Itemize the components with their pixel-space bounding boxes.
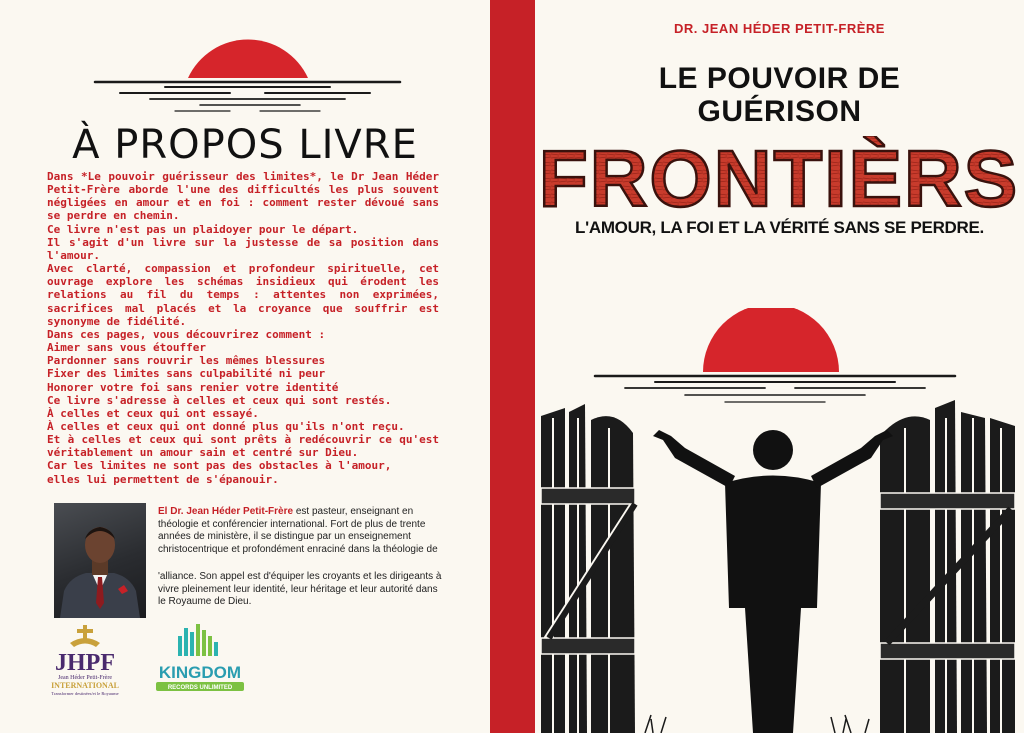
author-photo <box>54 503 146 618</box>
blurb-line: Dans ces pages, vous découvrirez comment : <box>47 327 326 341</box>
gate-illustration <box>535 308 1024 733</box>
blurb-line: Il s'agit d'un livre sur la justesse de sa position dans l'amour. <box>47 235 439 262</box>
cover-author: DR. JEAN HÉDER PETIT-FRÈRE <box>674 21 885 36</box>
about-heading: À PROPOS LIVRE <box>72 122 418 168</box>
kingdom-logo-sub: RECORDS UNLIMITED <box>167 685 233 691</box>
blurb-line: Honorer votre foi sans renier votre identité <box>47 380 339 394</box>
cover-title-big <box>535 136 1024 216</box>
jhpf-logo-sub: INTERNATIONAL <box>51 681 119 690</box>
blurb-line: elles lui permettent de s'épanouir. <box>47 472 279 486</box>
blurb-line: Avec clarté, compassion et profondeur spirituelle, cet ouvrage explore les schémas insidieux qui érodent les relations au fil du temps : attentes non exprimées, sacrifices mal placés et la croyance que souffrir est synonyme de fidélité. <box>47 262 439 328</box>
author-bio-name: El Dr. Jean Héder Petit-Frère <box>158 506 294 517</box>
author-bio <box>158 506 448 556</box>
blurb-line: Dans *Le pouvoir guérisseur des limites*, le Dr Jean Héder Petit-Frère aborde l'une des difficultés les plus souvent négligées en amour et en foi : comment rester dévoué sans se perdre en chemin. <box>47 170 439 223</box>
author-bio-continued: 'alliance. Son appel est d'équiper les croyants et les dirigeants à vivre pleinement leur identité, leur héritage et leur autorité dans le Royaume de Dieu. <box>158 571 442 607</box>
blurb-line: Ce livre n'est pas un plaidoyer pour le départ. <box>47 222 359 236</box>
blurb-line: Fixer des limites sans culpabilité ni peur <box>47 367 326 381</box>
blurb-line: Et à celles et ceux qui sont prêts à redécouvrir ce qu'est véritablement un amour sain et centré sur Dieu. <box>47 433 439 460</box>
kingdom-logo-word: KINGDOM <box>158 663 242 682</box>
jhpf-logo-letters: JHPF <box>55 650 115 676</box>
blurb-line: Aimer sans vous étouffer <box>47 341 206 355</box>
blurb-line: Ce livre s'adresse à celles et ceux qui sont restés. <box>47 393 392 407</box>
blurb-line: Pardonner sans rouvrir les mêmes blessures <box>47 354 326 368</box>
sunset-illustration-back <box>0 0 490 125</box>
jhpf-logo <box>30 625 140 705</box>
blurb-line: Car les limites ne sont pas des obstacles à l'amour, <box>47 459 392 473</box>
author-bio-text: est pasteur, enseignant en théologie et conférencier international. Fort de plus de trente années de ministère, il se distingue par un enseignement christocentrique et profondément enraciné dans la théologie de <box>158 506 438 555</box>
cover-title-line2: GUÉRISON <box>697 95 862 128</box>
jhpf-logo-name: Jean Héder Petit-Frère <box>58 675 112 681</box>
jhpf-logo-tagline: Transformer destinées/et le Royaume <box>51 691 119 696</box>
cover-title <box>535 62 1024 128</box>
front-cover <box>535 0 1024 733</box>
cover-title-line1: LE POUVOIR DE <box>658 62 901 95</box>
kingdom-records-logo <box>150 622 250 702</box>
cover-title-big-text: FRONTIÈRS <box>538 136 1020 216</box>
book-blurb <box>47 170 439 486</box>
blurb-line: À celles et ceux qui ont donné plus qu'ils n'ont reçu. <box>47 419 405 433</box>
cover-subtitle: L'AMOUR, LA FOI ET LA VÉRITÉ SANS SE PERDRE. <box>575 218 984 237</box>
blurb-line: À celles et ceux qui ont essayé. <box>47 406 259 420</box>
back-cover <box>0 0 490 733</box>
book-spine <box>490 0 535 733</box>
